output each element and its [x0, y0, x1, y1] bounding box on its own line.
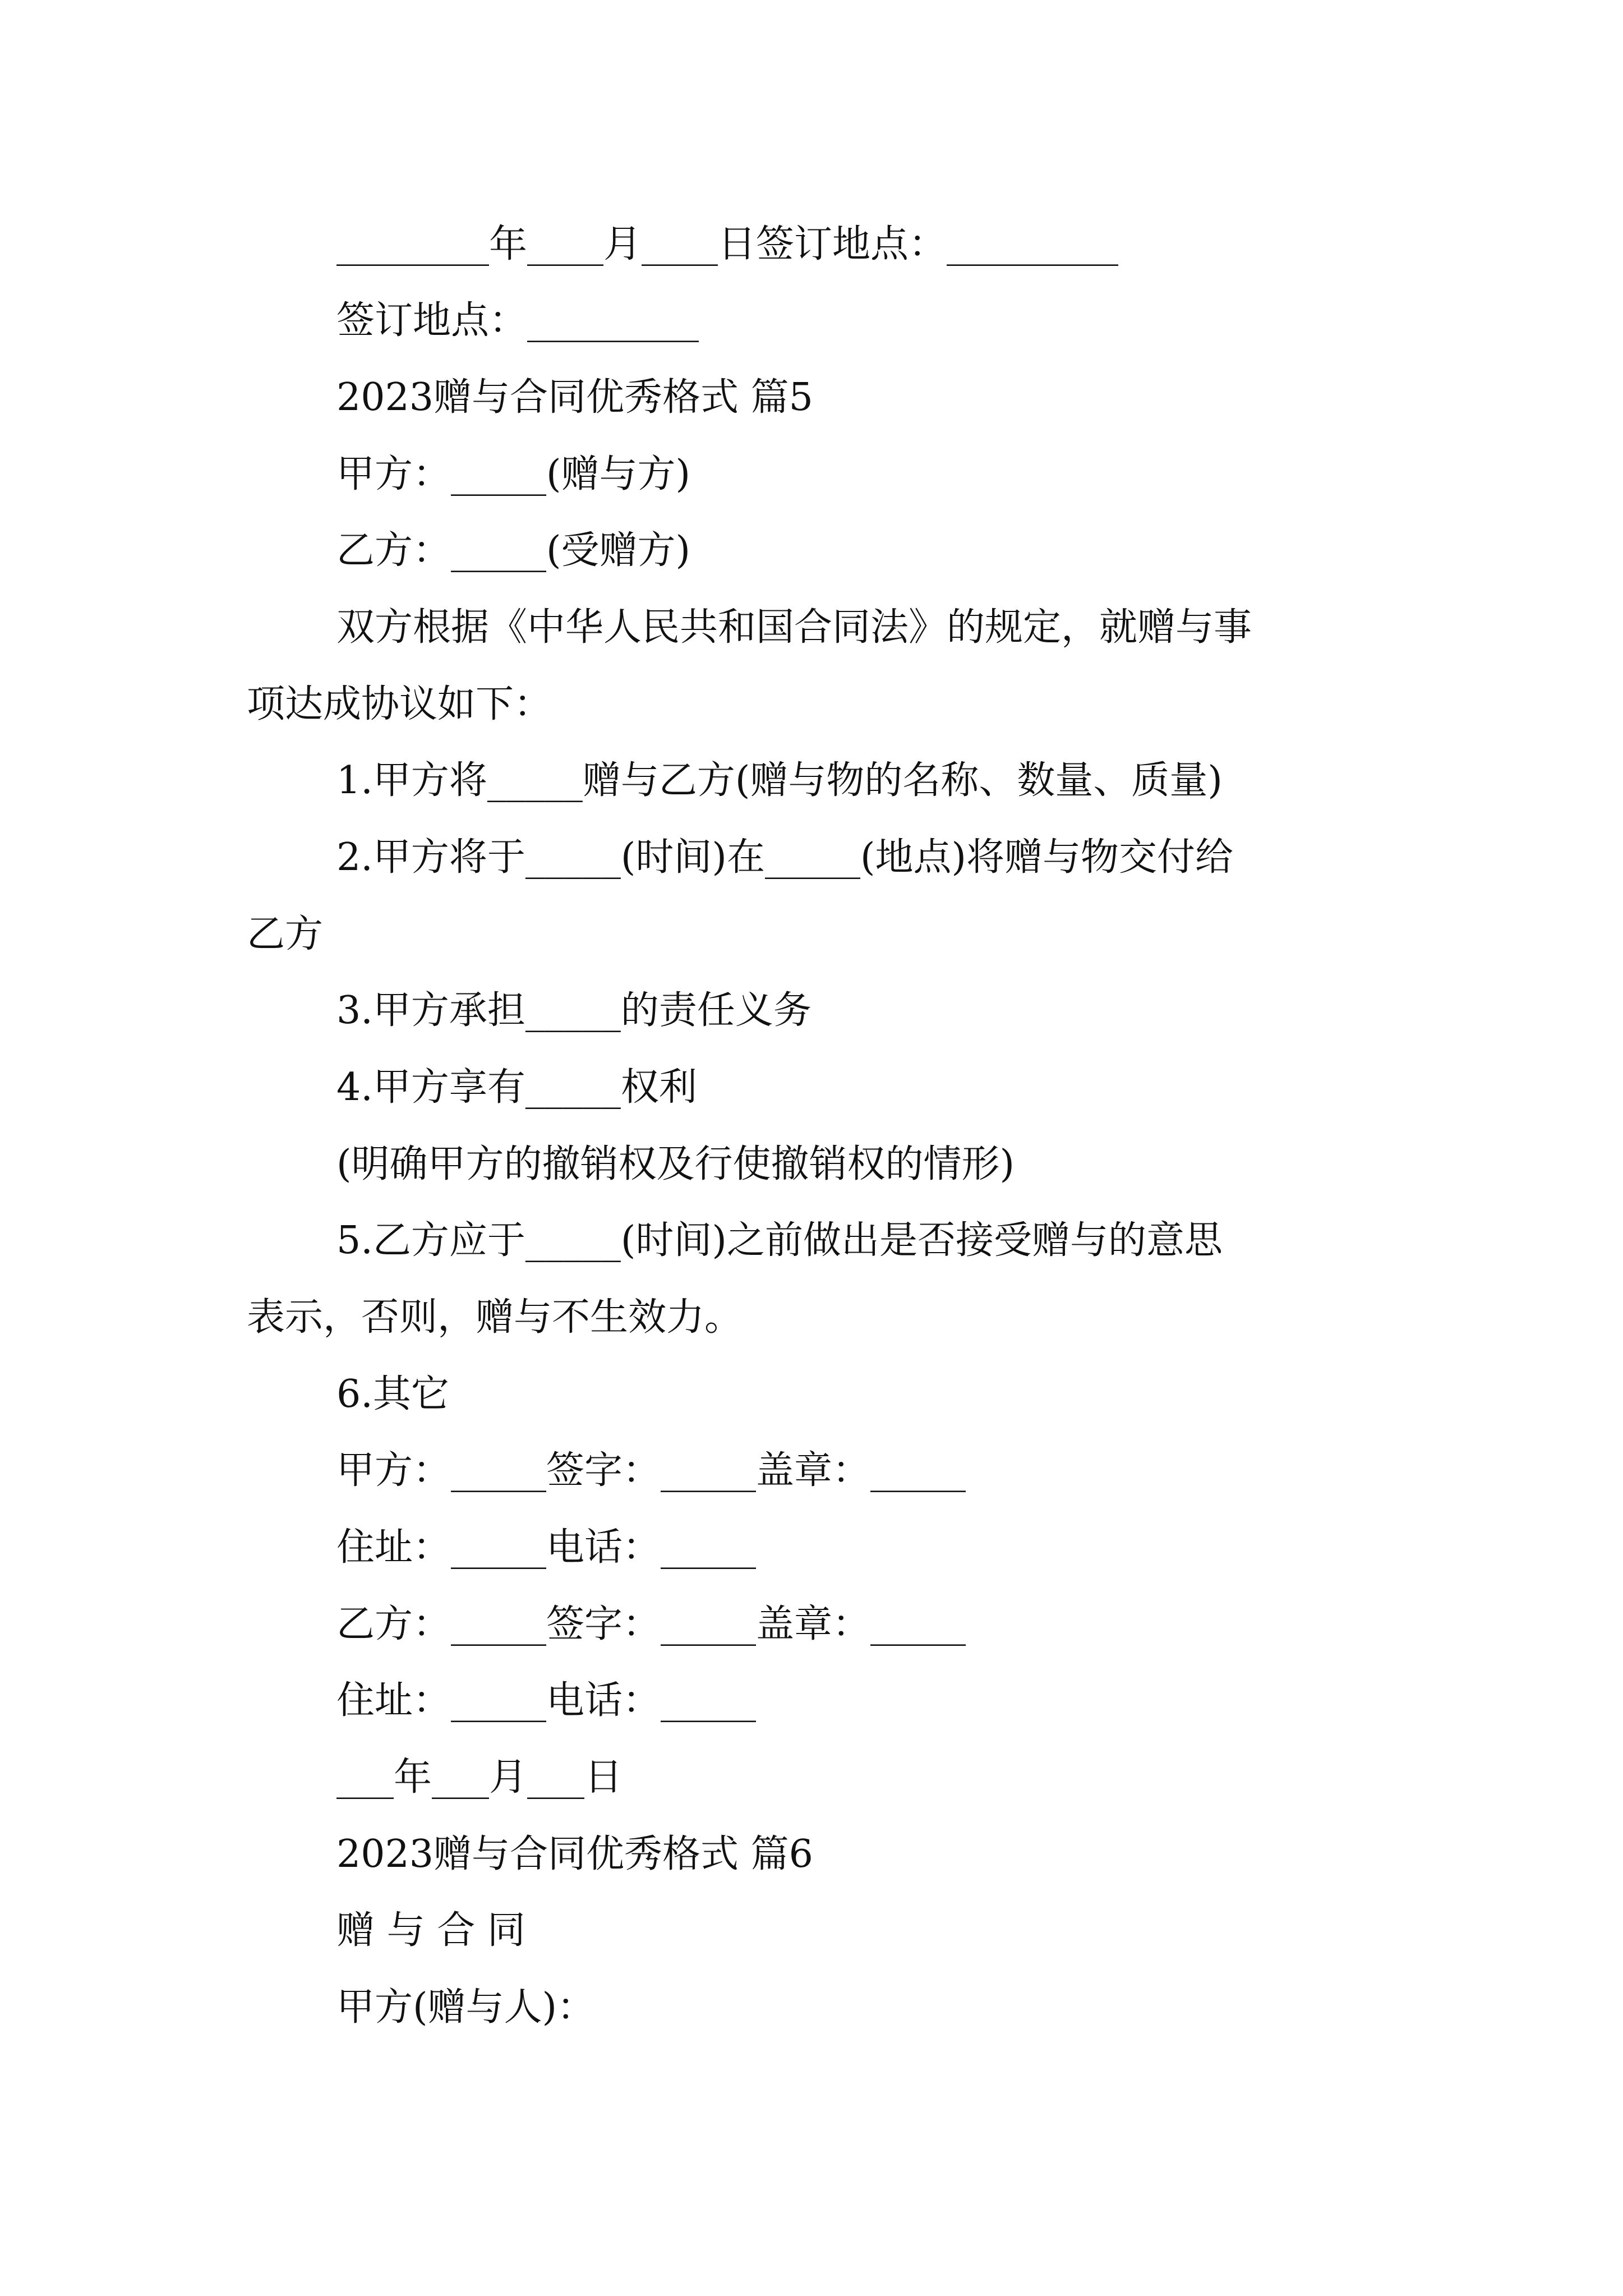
agreement-intro-line-1: 双方根据《中华人民共和国合同法》的规定，就赠与事	[336, 605, 1252, 650]
clause-4-note: (明确甲方的撤销权及行使撤销权的情形)	[336, 1142, 1015, 1186]
clause-5-line-1: 5.乙方应于_____(时间)之前做出是否接受赠与的意思	[336, 1218, 1223, 1263]
party-a-line: 甲方：_____(赠与方)	[336, 452, 691, 496]
party-b-address-line: 住址：_____电话：_____	[336, 1678, 757, 1723]
signing-date-place-line: ________年____月____日签订地点：_________	[336, 222, 1119, 266]
party-a-address-line: 住址：_____电话：_____	[336, 1525, 757, 1570]
clause-2-line-2: 乙方	[247, 912, 324, 956]
party-a-signature-line: 甲方：_____签字：_____盖章：_____	[336, 1448, 966, 1493]
signing-place-line: 签订地点：_________	[336, 298, 699, 343]
party-b-signature-line: 乙方：_____签字：_____盖章：_____	[336, 1602, 966, 1646]
clause-5-line-2: 表示，否则，赠与不生效力。	[247, 1295, 743, 1340]
section-heading-6: 2023赠与合同优秀格式 篇6	[336, 1832, 813, 1876]
clause-6: 6.其它	[336, 1372, 449, 1416]
agreement-intro-line-2: 项达成协议如下：	[247, 682, 552, 726]
date-line: ___年___月___日	[336, 1755, 623, 1800]
section-heading-5: 2023赠与合同优秀格式 篇5	[336, 375, 813, 420]
clause-1: 1.甲方将_____赠与乙方(赠与物的名称、数量、质量)	[336, 758, 1223, 803]
clause-3: 3.甲方承担_____的责任义务	[336, 988, 811, 1033]
party-a-donor-line: 甲方(赠与人)：	[336, 1985, 596, 2030]
clause-2-line-1: 2.甲方将于_____(时间)在_____(地点)将赠与物交付给	[336, 835, 1233, 880]
clause-4: 4.甲方享有_____权利	[336, 1065, 697, 1110]
contract-title: 赠 与 合 同	[336, 1908, 525, 1953]
party-b-line: 乙方：_____(受赠方)	[336, 528, 691, 573]
